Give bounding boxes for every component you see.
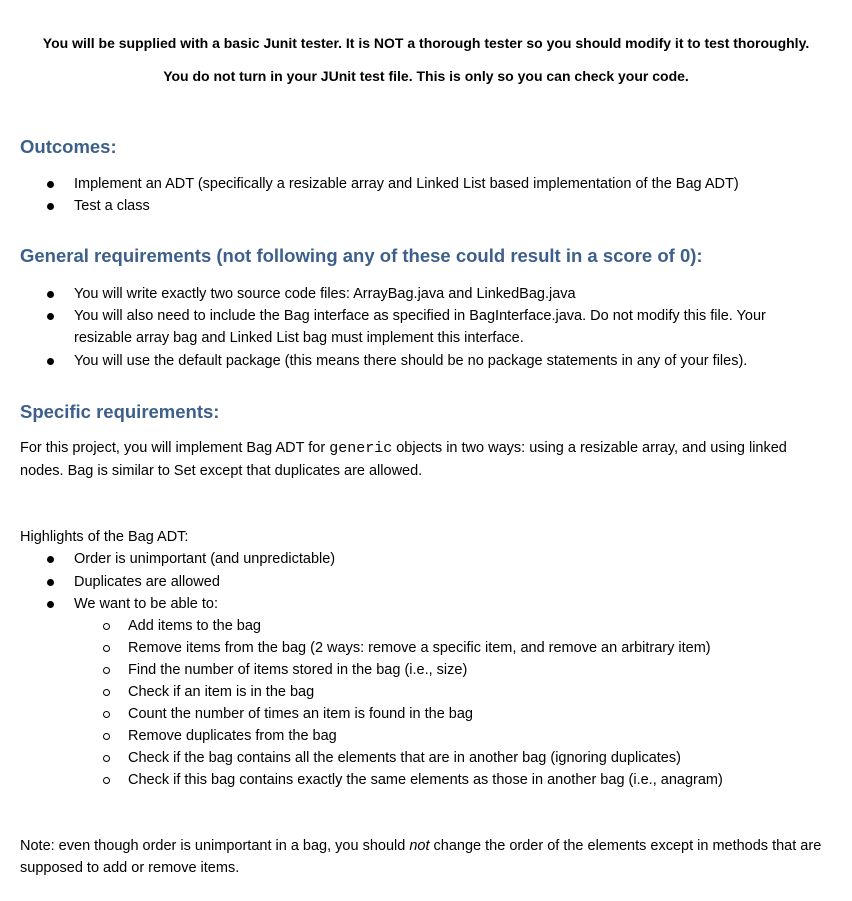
general-item-text: You will also need to include the Bag interface as specified in BagInterface.java. Do not modify this file. Your resizable array bag and Linked List bag must implement this interface. <box>74 308 766 346</box>
specific-paragraph <box>20 437 832 482</box>
intro-line-2: You do not turn in your JUnit test file. This is only so you can check your code. <box>163 68 689 84</box>
circle-bullet-icon <box>103 755 110 762</box>
highlights-subitem-text: Count the number of times an item is found in the bag <box>128 706 473 722</box>
highlights-item-text: Order is unimportant (and unpredictable) <box>74 551 336 567</box>
highlights-subitem <box>128 615 828 637</box>
circle-bullet-icon <box>103 711 110 718</box>
note-emphasis: not <box>409 838 430 854</box>
circle-bullet-icon <box>103 645 110 652</box>
generic-code: generic <box>329 440 393 457</box>
note-text-end: change the order of the elements except in methods that are supposed to add or remove items. <box>20 838 822 876</box>
highlights-item-text: We want to be able to: <box>74 596 219 612</box>
circle-bullet-icon <box>103 777 110 784</box>
highlights-subitem <box>128 747 828 769</box>
bullet-icon <box>47 579 54 586</box>
outcomes-heading: Outcomes: <box>20 136 117 157</box>
general-item <box>74 350 834 372</box>
highlights-subitem <box>128 681 828 703</box>
outcomes-item <box>74 173 834 195</box>
highlights-item-text: Duplicates are allowed <box>74 574 220 590</box>
highlights-subitem-text: Check if this bag contains exactly the same elements as those in another bag (i.e., anagram) <box>128 772 723 788</box>
highlights-item <box>74 593 834 615</box>
bullet-icon <box>47 601 54 608</box>
bullet-icon <box>47 181 54 188</box>
bullet-icon <box>47 556 54 563</box>
highlights-subitem-text: Check if an item is in the bag <box>128 684 315 700</box>
highlights-subitem-text: Remove items from the bag (2 ways: remove a specific item, and remove an arbitrary item) <box>128 640 711 656</box>
note-text-start: Note: even though order is unimportant in a bag, you should <box>20 838 410 854</box>
intro-line-1: You will be supplied with a basic Junit tester. It is NOT a thorough tester so you should modify it to test thoroughly. <box>42 35 810 51</box>
bullet-icon <box>47 291 54 298</box>
general-item <box>74 305 814 349</box>
circle-bullet-icon <box>103 733 110 740</box>
specific-requirements-heading: Specific requirements: <box>20 401 220 422</box>
bullet-icon <box>47 313 54 320</box>
specific-text-end: objects in two ways: using a resizable array, and using linked nodes. Bag is similar to Set except that duplicates are allowed. <box>20 440 787 479</box>
highlights-subitem-text: Find the number of items stored in the bag (i.e., size) <box>128 662 468 678</box>
highlights-item <box>74 571 834 593</box>
highlights-subitem <box>128 659 828 681</box>
note-paragraph <box>20 835 845 879</box>
highlights-subitem <box>128 769 828 791</box>
circle-bullet-icon <box>103 623 110 630</box>
general-item-text: You will write exactly two source code files: ArrayBag.java and LinkedBag.java <box>74 286 576 302</box>
circle-bullet-icon <box>103 689 110 696</box>
outcomes-item-text: Test a class <box>74 198 150 214</box>
outcomes-item-text: Implement an ADT (specifically a resizable array and Linked List based implementation of the Bag ADT) <box>74 176 739 192</box>
outcomes-item <box>74 195 834 217</box>
specific-text-start: For this project, you will implement Bag ADT for <box>20 440 330 456</box>
highlights-subitem-text: Remove duplicates from the bag <box>128 728 337 744</box>
bullet-icon <box>47 203 54 210</box>
highlights-subitem-text: Add items to the bag <box>128 618 261 634</box>
general-item-text: You will use the default package (this means there should be no package statements in any of your files). <box>74 353 748 369</box>
highlights-item <box>74 548 834 570</box>
highlights-subitem <box>128 703 828 725</box>
general-requirements-heading: General requirements (not following any of these could result in a score of 0): <box>20 245 703 266</box>
highlights-subitem <box>128 725 828 747</box>
bullet-icon <box>47 358 54 365</box>
circle-bullet-icon <box>103 667 110 674</box>
general-item <box>74 283 834 305</box>
highlights-title: Highlights of the Bag ADT: <box>20 529 189 545</box>
highlights-subitem <box>128 637 828 659</box>
highlights-subitem-text: Check if the bag contains all the elements that are in another bag (ignoring duplicates) <box>128 750 681 766</box>
